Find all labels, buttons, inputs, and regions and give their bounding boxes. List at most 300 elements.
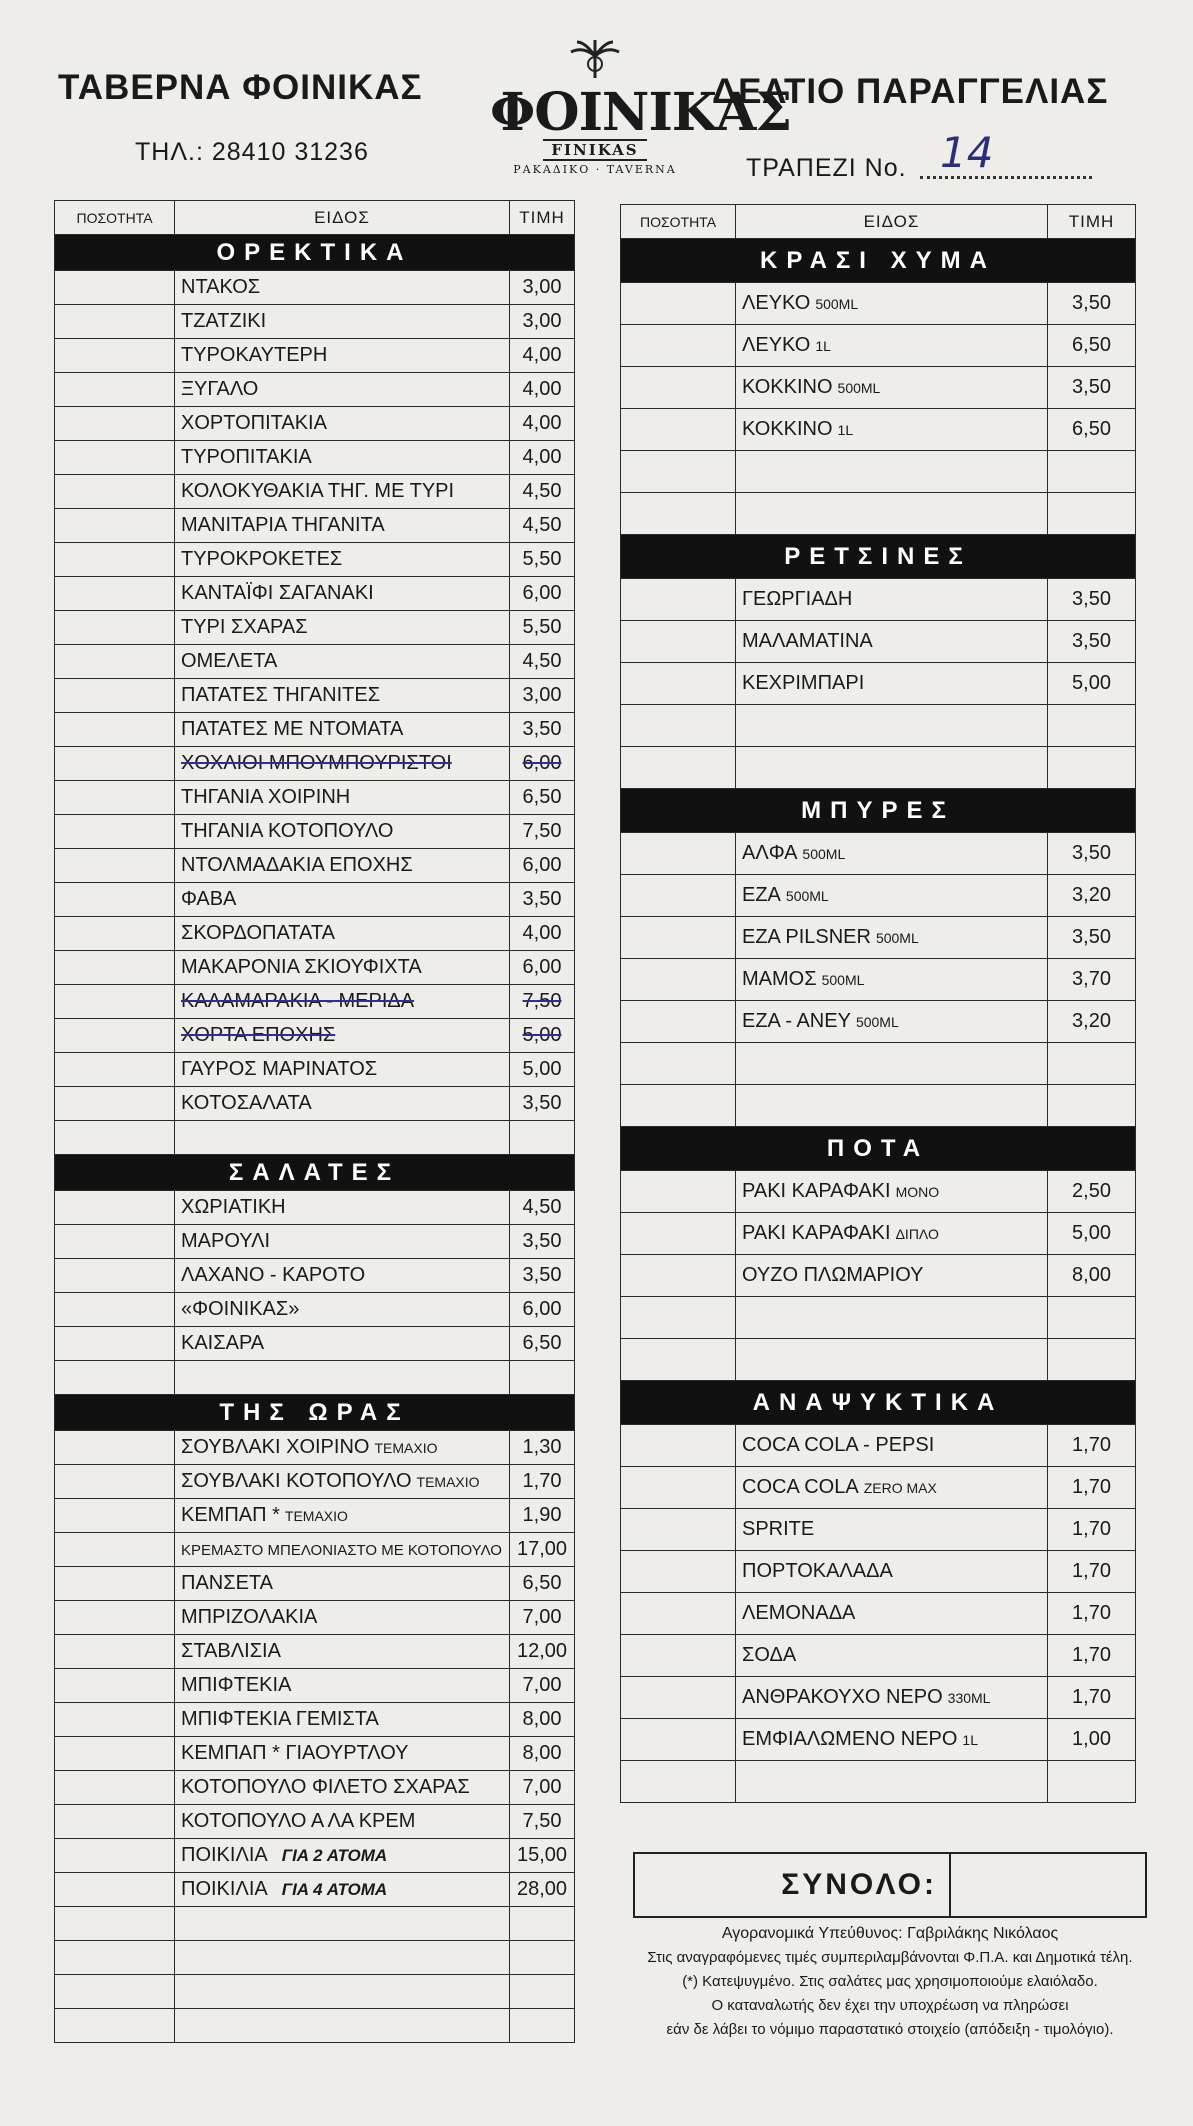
- quantity-cell[interactable]: [55, 305, 175, 339]
- item-name-cell: [736, 579, 1048, 621]
- quantity-cell[interactable]: [55, 951, 175, 985]
- item-price: 5,00: [1048, 1213, 1136, 1255]
- quantity-cell[interactable]: [621, 1509, 736, 1551]
- menu-row: [621, 621, 1136, 663]
- item-name: ΕΜΦΙΑΛΩΜΕΝΟ ΝΕΡΟ: [742, 1728, 958, 1750]
- quantity-cell[interactable]: [55, 1941, 175, 1975]
- item-name-cell: [736, 1719, 1048, 1761]
- logo-sub: FINIKAS: [543, 139, 646, 161]
- quantity-cell[interactable]: [55, 1293, 175, 1327]
- item-note: ZERO MAX: [863, 1480, 937, 1496]
- menu-row: [55, 305, 575, 339]
- menu-row: [621, 367, 1136, 409]
- quantity-cell[interactable]: [55, 1087, 175, 1121]
- quantity-cell[interactable]: [55, 1259, 175, 1293]
- quantity-cell[interactable]: [621, 1297, 736, 1339]
- total-value-field[interactable]: [953, 1854, 1143, 1916]
- menu-row: [621, 747, 1136, 789]
- left-menu-table: [54, 200, 575, 2043]
- item-price: 8,00: [510, 1737, 575, 1771]
- item-name-cell: [736, 1467, 1048, 1509]
- item-price: 12,00: [510, 1635, 575, 1669]
- item-price: 1,70: [1048, 1635, 1136, 1677]
- quantity-cell[interactable]: [621, 283, 736, 325]
- quantity-cell[interactable]: [55, 407, 175, 441]
- item-name-cell: [175, 1465, 510, 1499]
- section-header: ΤΗΣ ΩΡΑΣ: [55, 1395, 575, 1431]
- quantity-cell[interactable]: [55, 1431, 175, 1465]
- menu-row: [55, 1601, 575, 1635]
- menu-row: [621, 917, 1136, 959]
- quantity-cell[interactable]: [621, 1719, 736, 1761]
- menu-row: [55, 645, 575, 679]
- right-menu-table: [620, 204, 1136, 1803]
- item-price: 7,50: [510, 985, 575, 1019]
- quantity-cell[interactable]: [621, 579, 736, 621]
- item-price: [1048, 1297, 1136, 1339]
- item-price: 1,00: [1048, 1719, 1136, 1761]
- item-name-cell: [175, 917, 510, 951]
- item-name: ΕΖΑ - ΑΝΕΥ: [742, 1010, 851, 1032]
- item-name: ΤΗΓΑΝΙΑ ΧΟΙΡΙΝΗ: [181, 786, 351, 808]
- item-name: ΟΥΖΟ ΠΛΩΜΑΡΙΟΥ: [742, 1264, 924, 1286]
- item-name: ΕΖΑ: [742, 884, 781, 906]
- quantity-cell[interactable]: [55, 373, 175, 407]
- item-name: ΠΟΡΤΟΚΑΛΑΔΑ: [742, 1560, 893, 1582]
- quantity-cell[interactable]: [55, 543, 175, 577]
- menu-row: [55, 747, 575, 781]
- quantity-cell[interactable]: [55, 1669, 175, 1703]
- quantity-cell[interactable]: [55, 1771, 175, 1805]
- item-name-cell: [175, 611, 510, 645]
- quantity-cell[interactable]: [55, 577, 175, 611]
- quantity-cell[interactable]: [621, 1085, 736, 1127]
- item-name: ΚΕΧΡΙΜΠΑΡΙ: [742, 672, 865, 694]
- item-header: ΕΙΔΟΣ: [175, 201, 510, 235]
- item-price: 2,50: [1048, 1171, 1136, 1213]
- total-box: [633, 1852, 1147, 1918]
- item-price: [1048, 451, 1136, 493]
- item-name-cell: [736, 747, 1048, 789]
- item-name-cell: [736, 1001, 1048, 1043]
- menu-row: [621, 1213, 1136, 1255]
- item-price: [510, 1361, 575, 1395]
- item-name: ΚΡΕΜΑΣΤΟ ΜΠΕΛΟΝΙΑΣΤΟ ΜΕ ΚΟΤΟΠΟΥΛΟ: [181, 1542, 502, 1559]
- quantity-cell[interactable]: [621, 875, 736, 917]
- quantity-cell[interactable]: [55, 713, 175, 747]
- menu-row: [621, 1593, 1136, 1635]
- menu-row: [55, 1327, 575, 1361]
- footer-notes: [610, 1922, 1170, 2042]
- quantity-cell[interactable]: [55, 475, 175, 509]
- item-name: ΣΤΑΒΛΙΣΙΑ: [181, 1640, 281, 1662]
- item-price: 6,50: [1048, 409, 1136, 451]
- item-name: ΜΠΙΦΤΕΚΙΑ: [181, 1674, 292, 1696]
- quantity-cell[interactable]: [55, 1737, 175, 1771]
- quantity-cell[interactable]: [55, 1019, 175, 1053]
- item-price: 3,50: [1048, 833, 1136, 875]
- menu-row: [55, 1431, 575, 1465]
- menu-row: [621, 1043, 1136, 1085]
- item-name-cell: [175, 509, 510, 543]
- quantity-cell[interactable]: [621, 959, 736, 1001]
- quantity-cell[interactable]: [55, 1567, 175, 1601]
- item-price: 7,50: [510, 1805, 575, 1839]
- logo: [490, 40, 792, 190]
- menu-row: [55, 1087, 575, 1121]
- item-note: ΤΕΜΑΧΙΟ: [374, 1440, 438, 1456]
- item-name-cell: [736, 959, 1048, 1001]
- item-name: ΣΟΔΑ: [742, 1644, 797, 1666]
- item-name-cell: [175, 543, 510, 577]
- quantity-cell[interactable]: [621, 1213, 736, 1255]
- menu-row: [55, 883, 575, 917]
- item-name-cell: [175, 1087, 510, 1121]
- menu-row: [55, 815, 575, 849]
- quantity-cell[interactable]: [621, 1761, 736, 1803]
- quantity-cell[interactable]: [55, 1907, 175, 1941]
- item-price: 3,00: [510, 679, 575, 713]
- item-name: ΠΑΤΑΤΕΣ ΤΗΓΑΝΙΤΕΣ: [181, 684, 381, 706]
- quantity-cell[interactable]: [621, 1339, 736, 1381]
- item-price: [1048, 1085, 1136, 1127]
- menu-row: [621, 325, 1136, 367]
- quantity-cell[interactable]: [55, 1703, 175, 1737]
- item-price: 1,70: [1048, 1677, 1136, 1719]
- item-price: 4,50: [510, 645, 575, 679]
- item-name: ΠΟΙΚΙΛΙΑ: [181, 1878, 268, 1900]
- item-note: 500ML: [815, 296, 859, 312]
- menu-row: [621, 579, 1136, 621]
- quantity-cell[interactable]: [621, 833, 736, 875]
- quantity-cell[interactable]: [55, 1601, 175, 1635]
- menu-row: [621, 1339, 1136, 1381]
- item-name-cell: [175, 1431, 510, 1465]
- item-name-cell: [175, 1121, 510, 1155]
- item-name-cell: [736, 917, 1048, 959]
- item-name: ΦΑΒΑ: [181, 888, 237, 910]
- item-note: 500ML: [875, 930, 919, 946]
- quantity-cell[interactable]: [621, 747, 736, 789]
- menu-row: [55, 713, 575, 747]
- item-name: ΣΟΥΒΛΑΚΙ ΧΟΙΡΙΝΟ: [181, 1436, 370, 1458]
- footer-line: Στις αναγραφόμενες τιμές συμπεριλαμβάνονται Φ.Π.Α. και Δημοτικά τέλη.: [647, 1949, 1133, 1966]
- menu-row: [55, 1053, 575, 1087]
- footer-line: Ο καταναλωτής δεν έχει την υποχρέωση να πληρώσει: [711, 1997, 1069, 2014]
- item-name-cell: [175, 1805, 510, 1839]
- quantity-cell[interactable]: [621, 493, 736, 535]
- menu-row: [55, 1465, 575, 1499]
- item-name-cell: [736, 283, 1048, 325]
- item-note: 1L: [962, 1732, 978, 1748]
- quantity-cell[interactable]: [621, 1467, 736, 1509]
- item-price: 6,50: [510, 1567, 575, 1601]
- quantity-cell[interactable]: [55, 1121, 175, 1155]
- item-name: ΝΤΟΛΜΑΔΑΚΙΑ ΕΠΟΧΗΣ: [181, 854, 413, 876]
- quantity-cell[interactable]: [621, 1593, 736, 1635]
- menu-row: [55, 1703, 575, 1737]
- menu-row: [621, 1635, 1136, 1677]
- item-name-cell: [175, 1053, 510, 1087]
- item-name-cell: [175, 339, 510, 373]
- menu-row: [55, 1805, 575, 1839]
- menu-row: [621, 409, 1136, 451]
- quantity-cell[interactable]: [621, 409, 736, 451]
- item-name-cell: [175, 951, 510, 985]
- item-price: 1,70: [1048, 1551, 1136, 1593]
- item-name-cell: [175, 781, 510, 815]
- section-header: ΑΝΑΨΥΚΤΙΚΑ: [621, 1381, 1136, 1425]
- quantity-cell[interactable]: [55, 271, 175, 305]
- quantity-cell[interactable]: [55, 815, 175, 849]
- quantity-cell[interactable]: [621, 1043, 736, 1085]
- footer-line: εάν δε λάβει το νόμιμο παραστατικό στοιχείο (απόδειξη - τιμολόγιο).: [666, 2021, 1114, 2038]
- menu-row: [55, 1567, 575, 1601]
- item-price: 1,70: [1048, 1467, 1136, 1509]
- menu-row: [621, 1171, 1136, 1213]
- item-price: 3,70: [1048, 959, 1136, 1001]
- quantity-cell[interactable]: [55, 883, 175, 917]
- total-label: ΣΥΝΟΛΟ:: [635, 1854, 951, 1916]
- item-price: 3,20: [1048, 1001, 1136, 1043]
- quantity-cell[interactable]: [55, 1327, 175, 1361]
- item-price: [1048, 1761, 1136, 1803]
- item-price: 3,50: [510, 1259, 575, 1293]
- item-name: ΚΑΛΑΜΑΡΑΚΙΑ - ΜΕΡΙΔΑ: [181, 990, 415, 1012]
- item-name: ΚΕΜΠΑΠ *: [181, 1504, 280, 1526]
- menu-row: [55, 271, 575, 305]
- item-name: ΜΑΚΑΡΟΝΙΑ ΣΚΙΟΥΦΙΧΤΑ: [181, 956, 422, 978]
- menu-row: [55, 339, 575, 373]
- quantity-cell[interactable]: [55, 339, 175, 373]
- item-name-cell: [736, 1171, 1048, 1213]
- item-price: 4,50: [510, 1191, 575, 1225]
- menu-row: [621, 875, 1136, 917]
- menu-row: [55, 1259, 575, 1293]
- item-name-cell: [736, 1425, 1048, 1467]
- item-name-cell: [175, 645, 510, 679]
- item-price: [1048, 1043, 1136, 1085]
- item-name-cell: [175, 475, 510, 509]
- quantity-cell[interactable]: [621, 1171, 736, 1213]
- quantity-cell[interactable]: [621, 663, 736, 705]
- item-name: ΝΤΑΚΟΣ: [181, 276, 261, 298]
- quantity-cell[interactable]: [55, 1465, 175, 1499]
- item-name-cell: [175, 271, 510, 305]
- item-name-cell: [175, 1669, 510, 1703]
- quantity-cell[interactable]: [55, 1499, 175, 1533]
- section-header: ΚΡΑΣΙ ΧΥΜΑ: [621, 239, 1136, 283]
- item-price: 5,00: [1048, 663, 1136, 705]
- item-name-cell: [175, 1191, 510, 1225]
- quantity-cell[interactable]: [55, 1805, 175, 1839]
- quantity-cell[interactable]: [55, 781, 175, 815]
- quantity-cell[interactable]: [621, 917, 736, 959]
- item-note: 330ML: [947, 1690, 991, 1706]
- quantity-cell[interactable]: [55, 849, 175, 883]
- item-name-cell: [175, 577, 510, 611]
- quantity-cell[interactable]: [55, 917, 175, 951]
- item-name-cell: [175, 1019, 510, 1053]
- quantity-cell[interactable]: [621, 705, 736, 747]
- item-name-cell: [736, 1043, 1048, 1085]
- footer-line: (*) Κατεψυγμένο. Στις σαλάτες μας χρησιμοποιούμε ελαιόλαδο.: [682, 1973, 1098, 1990]
- item-price: [510, 2009, 575, 2043]
- section-header: ΜΠΥΡΕΣ: [621, 789, 1136, 833]
- quantity-cell[interactable]: [621, 1425, 736, 1467]
- item-price: [1048, 1339, 1136, 1381]
- quantity-cell[interactable]: [55, 1053, 175, 1087]
- quantity-cell[interactable]: [55, 985, 175, 1019]
- item-name: ΛΕΜΟΝΑΔΑ: [742, 1602, 856, 1624]
- quantity-cell[interactable]: [55, 1533, 175, 1567]
- qty-header: ΠΟΣΟΤΗΤΑ: [621, 205, 736, 239]
- item-price: 3,50: [510, 1087, 575, 1121]
- item-name: ΜΠΡΙΖΟΛΑΚΙΑ: [181, 1606, 318, 1628]
- item-name-cell: [175, 1327, 510, 1361]
- item-name-cell: [175, 1839, 510, 1873]
- menu-row: [55, 1669, 575, 1703]
- quantity-cell[interactable]: [621, 1677, 736, 1719]
- item-name: ΤΥΡΟΚΑΥΤΕΡΗ: [181, 344, 328, 366]
- quantity-cell[interactable]: [55, 1361, 175, 1395]
- menu-row: [55, 1907, 575, 1941]
- menu-row: [55, 679, 575, 713]
- quantity-cell[interactable]: [55, 1975, 175, 2009]
- item-price: [510, 1975, 575, 2009]
- quantity-cell[interactable]: [55, 509, 175, 543]
- item-price: 3,50: [1048, 917, 1136, 959]
- item-price: 6,50: [1048, 325, 1136, 367]
- menu-row: [621, 1467, 1136, 1509]
- quantity-cell[interactable]: [55, 645, 175, 679]
- menu-row: [55, 1839, 575, 1873]
- quantity-cell[interactable]: [55, 679, 175, 713]
- quantity-cell[interactable]: [55, 1635, 175, 1669]
- item-name: ΟΜΕΛΕΤΑ: [181, 650, 278, 672]
- item-note: 500ML: [837, 380, 881, 396]
- item-header: ΕΙΔΟΣ: [736, 205, 1048, 239]
- item-price: 4,00: [510, 917, 575, 951]
- quantity-cell[interactable]: [55, 1225, 175, 1259]
- item-name-cell: [736, 1761, 1048, 1803]
- menu-row: [621, 1297, 1136, 1339]
- item-name: ΤΥΡΟΠΙΤΑΚΙΑ: [181, 446, 312, 468]
- item-price: 3,00: [510, 305, 575, 339]
- item-name-cell: [175, 849, 510, 883]
- quantity-cell[interactable]: [621, 621, 736, 663]
- item-name: ΚΑΙΣΑΡΑ: [181, 1332, 265, 1354]
- quantity-cell[interactable]: [55, 1191, 175, 1225]
- item-price: 3,50: [1048, 621, 1136, 663]
- logo-main: ΦΟΙΝΙΚΑΣ: [490, 82, 792, 143]
- item-price: 5,50: [510, 611, 575, 645]
- item-name-cell: [736, 1339, 1048, 1381]
- item-name: ΤΖΑΤΖΙΚΙ: [181, 310, 267, 332]
- item-price: 6,00: [510, 951, 575, 985]
- quantity-cell[interactable]: [55, 1873, 175, 1907]
- item-name-cell: [175, 1499, 510, 1533]
- menu-row: [55, 1191, 575, 1225]
- item-name-cell: [175, 2009, 510, 2043]
- quantity-cell[interactable]: [55, 611, 175, 645]
- item-name-cell: [175, 1703, 510, 1737]
- quantity-cell[interactable]: [55, 2009, 175, 2043]
- quantity-cell[interactable]: [621, 1635, 736, 1677]
- item-price: 6,00: [510, 1293, 575, 1327]
- qty-header: ΠΟΣΟΤΗΤΑ: [55, 201, 175, 235]
- item-name-cell: [736, 1085, 1048, 1127]
- item-name: ΠΟΙΚΙΛΙΑ: [181, 1844, 268, 1866]
- item-name: ΣΚΟΡΔΟΠΑΤΑΤΑ: [181, 922, 335, 944]
- quantity-cell[interactable]: [621, 451, 736, 493]
- item-name: ΛΕΥΚΟ: [742, 292, 811, 314]
- item-name-cell: [175, 815, 510, 849]
- item-note: ΔΙΠΛΟ: [895, 1226, 939, 1242]
- quantity-cell[interactable]: [621, 1551, 736, 1593]
- menu-row: [55, 1019, 575, 1053]
- quantity-cell[interactable]: [621, 1255, 736, 1297]
- item-name-cell: [175, 713, 510, 747]
- item-price: 1,70: [1048, 1425, 1136, 1467]
- item-name-cell: [175, 373, 510, 407]
- item-note: ΓΙΑ 4 ΑΤΟΜΑ: [281, 1880, 388, 1899]
- item-price: 7,00: [510, 1669, 575, 1703]
- menu-row: [55, 577, 575, 611]
- item-price: 7,50: [510, 815, 575, 849]
- quantity-cell[interactable]: [621, 325, 736, 367]
- item-name-cell: [175, 1873, 510, 1907]
- item-name-cell: [736, 1677, 1048, 1719]
- item-name-cell: [175, 1907, 510, 1941]
- item-name-cell: [175, 1975, 510, 2009]
- menu-row: [55, 1225, 575, 1259]
- item-note: ΤΕΜΑΧΙΟ: [416, 1474, 480, 1490]
- item-price: 1,70: [1048, 1509, 1136, 1551]
- item-name-cell: [736, 1255, 1048, 1297]
- item-name-cell: [736, 705, 1048, 747]
- item-name: ΤΥΡΟΚΡΟΚΕΤΕΣ: [181, 548, 343, 570]
- quantity-cell[interactable]: [55, 441, 175, 475]
- quantity-cell[interactable]: [621, 367, 736, 409]
- quantity-cell[interactable]: [621, 1001, 736, 1043]
- item-price: 1,70: [1048, 1593, 1136, 1635]
- menu-row: [55, 781, 575, 815]
- item-note: 500ML: [855, 1014, 899, 1030]
- item-name: ΚΟΚΚΙΝΟ: [742, 418, 833, 440]
- item-name-cell: [175, 985, 510, 1019]
- item-name: SPRITE: [742, 1518, 815, 1540]
- item-name-cell: [736, 409, 1048, 451]
- item-name: ΜΑΜΟΣ: [742, 968, 817, 990]
- item-name: COCA COLA: [742, 1476, 859, 1498]
- order-slip-title: ΔΕΛΤΙΟ ΠΑΡΑΓΓΕΛΙΑΣ: [712, 72, 1109, 111]
- item-price: 5,50: [510, 543, 575, 577]
- quantity-cell[interactable]: [55, 747, 175, 781]
- price-header: ΤΙΜΗ: [1048, 205, 1136, 239]
- item-name: ΠΑΝΣΕΤΑ: [181, 1572, 274, 1594]
- menu-row: [621, 1761, 1136, 1803]
- item-price: [1048, 705, 1136, 747]
- item-name: ΚΟΛΟΚΥΘΑΚΙΑ ΤΗΓ. ΜΕ ΤΥΡΙ: [181, 480, 455, 502]
- item-name-cell: [175, 1601, 510, 1635]
- item-note: 500ML: [821, 972, 865, 988]
- item-name: ΡΑΚΙ ΚΑΡΑΦΑΚΙ: [742, 1222, 891, 1244]
- item-name-cell: [736, 1635, 1048, 1677]
- table-number-handwritten: 14: [940, 128, 994, 177]
- item-name-cell: [736, 875, 1048, 917]
- quantity-cell[interactable]: [55, 1839, 175, 1873]
